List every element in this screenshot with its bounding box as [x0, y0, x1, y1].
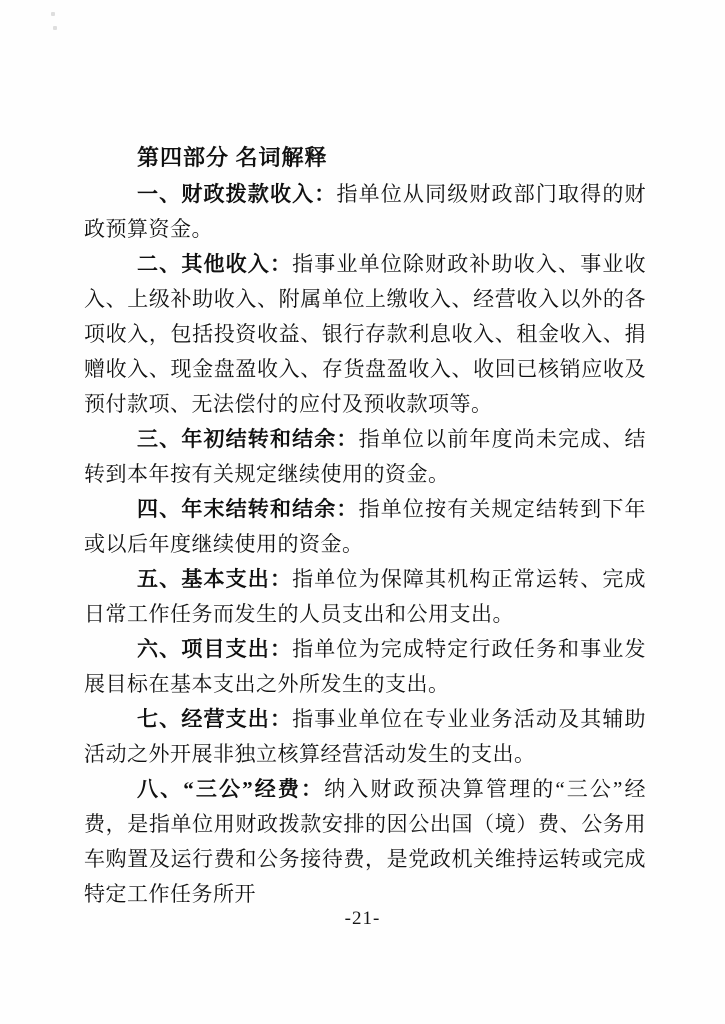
definition-text: 纳入财政预决算管理的“三公”经费，是指单位用财政拨款安排的因公出国（境）费、公务用车购置及运行费和公务接待费，是党政机关维持运转或完成特定工作任务所开 [84, 777, 647, 906]
definition-term: 二、其他收入： [137, 252, 293, 276]
definition-paragraph [84, 562, 646, 632]
definition-text: 指单位为保障其机构正常运转、完成日常工作任务而发生的人员支出和公用支出。 [84, 567, 647, 626]
definition-paragraph [84, 177, 646, 247]
definition-text: 指单位按有关规定结转到下年或以后年度继续使用的资金。 [84, 497, 647, 556]
definition-paragraph [84, 632, 646, 702]
definition-term: 八、“三公”经费： [137, 777, 325, 801]
definition-term: 五、基本支出： [137, 567, 293, 591]
definition-text: 指单位以前年度尚未完成、结转到本年按有关规定继续使用的资金。 [84, 427, 647, 486]
section-title: 第四部分 名词解释 [137, 145, 328, 170]
definitions-list [84, 177, 646, 912]
definition-term: 六、项目支出： [137, 637, 293, 661]
scan-artifact-dot [53, 26, 57, 30]
definition-term: 四、年末结转和结余： [137, 497, 359, 521]
definition-paragraph [84, 702, 646, 772]
definition-text: 指事业单位在专业业务活动及其辅助活动之外开展非独立核算经营活动发生的支出。 [84, 707, 647, 766]
definition-term: 一、财政拨款收入： [137, 182, 337, 206]
page-number: -21- [344, 908, 381, 929]
document-content [84, 140, 646, 912]
definition-text: 指事业单位除财政补助收入、事业收入、上级补助收入、附属单位上缴收入、经营收入以外的各项收入，包括投资收益、银行存款利息收入、租金收入、捐赠收入、现金盘盈收入、存货盘盈收入、收回已核销应收及预付款项、无法偿付的应付及预收款项等。 [84, 252, 647, 416]
scan-artifact-dot [51, 12, 55, 16]
definition-text: 指单位为完成特定行政任务和事业发展目标在基本支出之外所发生的支出。 [84, 637, 647, 696]
definition-term: 三、年初结转和结余： [137, 427, 359, 451]
definition-paragraph [84, 247, 646, 422]
definition-paragraph [84, 492, 646, 562]
definition-term: 七、经营支出： [137, 707, 293, 731]
definition-text: 指单位从同级财政部门取得的财政预算资金。 [84, 182, 647, 241]
definition-paragraph [84, 772, 646, 912]
definition-paragraph [84, 422, 646, 492]
